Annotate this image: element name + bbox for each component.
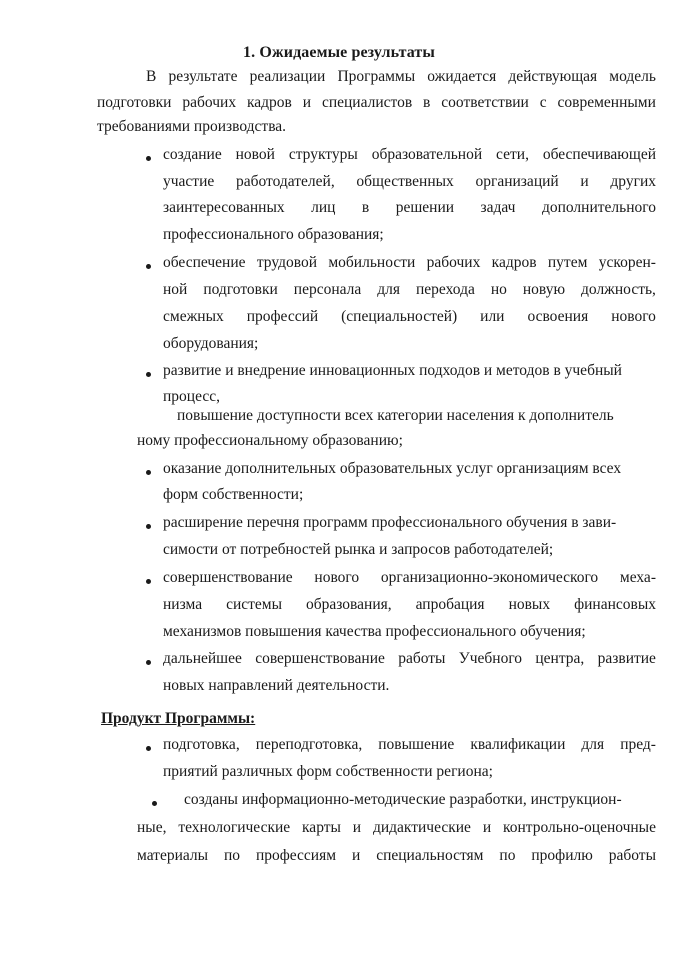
result-1-line-1 — [163, 145, 656, 165]
word: смежных — [163, 308, 224, 325]
word: дополнительного — [541, 199, 656, 216]
word: образования, — [305, 596, 392, 613]
word: мобильности — [328, 254, 416, 271]
result-6-line-1 — [163, 568, 656, 588]
word: в — [361, 199, 370, 216]
word: обеспечивающей — [542, 146, 656, 163]
word: Программы — [337, 68, 416, 85]
word: контрольно-оценочные — [502, 819, 656, 836]
result-2-line-3 — [163, 307, 656, 327]
word: задач — [480, 199, 516, 216]
word: или — [480, 308, 505, 325]
intro-line-1 — [146, 67, 656, 87]
word: финансовых — [574, 596, 656, 613]
word: рабочих — [182, 94, 237, 111]
word: работы — [398, 650, 446, 667]
word: совершенствование — [255, 650, 385, 667]
word: освоения — [527, 308, 589, 325]
word: рабочих — [426, 254, 481, 271]
product-heading — [101, 709, 255, 729]
result-4-line-2: форм собственности; — [163, 486, 304, 503]
word: заинтересованных — [163, 199, 285, 216]
bullet-icon — [146, 264, 151, 269]
word: профессий — [246, 308, 319, 325]
result-2-line-2 — [163, 280, 656, 300]
word: новую — [522, 281, 566, 298]
word: ожидается — [427, 68, 497, 85]
word: для — [581, 736, 605, 753]
word: ные, — [137, 819, 167, 836]
word: подготовка, — [163, 736, 240, 753]
word: переподготовка, — [255, 736, 363, 753]
word: обеспечение — [163, 254, 246, 271]
word: и — [351, 847, 361, 864]
product-1-line-2: приятий различных форм собственности региона; — [163, 763, 493, 780]
word: лиц — [311, 199, 336, 216]
word: системы — [226, 596, 282, 613]
product-2-line-2 — [137, 818, 656, 838]
word: карты — [302, 819, 341, 836]
word: реализации — [249, 68, 326, 85]
word: нового — [611, 308, 656, 325]
bullet-icon — [146, 579, 151, 584]
result-7-line-1 — [163, 649, 656, 669]
result-5-line-2: симости от потребностей рынка и запросов работодателей; — [163, 541, 554, 558]
word: технологические — [178, 819, 291, 836]
word: общественных — [356, 173, 454, 190]
word: материалы — [137, 847, 209, 864]
result-3-line-4: ному профессиональному образованию; — [137, 432, 403, 449]
bullet-icon — [146, 660, 151, 665]
word: результате — [168, 68, 238, 85]
word: перехода — [416, 281, 475, 298]
result-3-line-2: процесс, — [163, 388, 220, 405]
word: совершенствование — [163, 569, 293, 586]
word: центра, — [535, 650, 585, 667]
section-title: 1. Ожидаемые результаты — [243, 44, 435, 61]
word: пред- — [620, 736, 656, 753]
word: трудовой — [256, 254, 318, 271]
result-1-line-3 — [163, 198, 656, 218]
word: развитие — [597, 650, 656, 667]
word: образовательной — [371, 146, 483, 163]
product-2-line-1: созданы информационно-методические разработки, инструкцион- — [184, 791, 622, 808]
word: и — [580, 173, 589, 190]
word: подготовки — [97, 94, 172, 111]
word: по — [223, 847, 241, 864]
word: меха- — [619, 569, 656, 586]
product-2-line-3 — [137, 846, 656, 866]
result-5-line-1: расширение перечня программ профессионального обучения в зави- — [163, 514, 617, 531]
product-heading-text: Продукт Программы — [101, 710, 251, 727]
bullet-icon — [146, 524, 151, 529]
word: действующая — [508, 68, 598, 85]
intro-line-2 — [97, 93, 656, 113]
result-1-line-4: профессионального образования; — [163, 226, 384, 243]
word: (специальностей) — [341, 308, 458, 325]
word: новых — [508, 596, 551, 613]
word: апробация — [415, 596, 485, 613]
word: участие — [163, 173, 215, 190]
result-7-line-2: новых направлений деятельности. — [163, 677, 390, 694]
word: и — [302, 94, 312, 111]
word: дальнейшее — [163, 650, 242, 667]
word: с — [539, 94, 547, 111]
word: организационно-экономического — [380, 569, 599, 586]
word: Учебного — [458, 650, 523, 667]
word: специальностям — [376, 847, 484, 864]
result-2-line-4: оборудования; — [163, 335, 259, 352]
result-6-line-3: механизмов повышения качества профессионального обучения; — [163, 623, 586, 640]
word: дидактические — [372, 819, 471, 836]
product-1-line-1 — [163, 735, 656, 755]
word: путем — [547, 254, 588, 271]
word: должность, — [581, 281, 656, 298]
word: В — [146, 68, 157, 85]
word: профилю — [531, 847, 593, 864]
word: нового — [314, 569, 360, 586]
word: работодателей, — [235, 173, 335, 190]
word: соответствии — [441, 94, 529, 111]
word: кадров — [491, 254, 537, 271]
word: ной — [163, 281, 188, 298]
word: низма — [163, 596, 203, 613]
bullet-icon — [146, 470, 151, 475]
word: для — [377, 281, 401, 298]
result-3-line-1: развитие и внедрение инновационных подходов и методов в учебный — [163, 362, 622, 379]
result-1-line-2 — [163, 172, 656, 192]
word: квалификации — [470, 736, 566, 753]
word: других — [610, 173, 656, 190]
word: сети, — [496, 146, 529, 163]
word: по — [499, 847, 516, 864]
word: подготовки — [203, 281, 278, 298]
word: работы — [608, 847, 656, 864]
intro-line-3: требованиями производства. — [97, 118, 287, 135]
bullet-icon — [146, 156, 151, 161]
word: персонала — [293, 281, 362, 298]
word: профессиям — [255, 847, 337, 864]
result-6-line-2 — [163, 595, 656, 615]
word: и — [352, 819, 362, 836]
word: но — [490, 281, 507, 298]
word: повышение — [378, 736, 455, 753]
word: и — [482, 819, 492, 836]
word: ускорен- — [598, 254, 656, 271]
result-2-line-1 — [163, 253, 656, 273]
word: в — [423, 94, 431, 111]
word: кадров — [246, 94, 292, 111]
word: структуры — [288, 146, 358, 163]
word: решении — [395, 199, 455, 216]
word: модель — [609, 68, 656, 85]
result-3-line-3: повышение доступности всех категории населения к дополнитель — [177, 407, 614, 424]
word: создание — [163, 146, 222, 163]
product-heading-colon: : — [250, 710, 256, 727]
bullet-icon — [146, 372, 151, 377]
bullet-icon — [146, 746, 151, 751]
result-4-line-1: оказание дополнительных образовательных услуг организациям всех — [163, 460, 622, 477]
word: новой — [235, 146, 275, 163]
word: специалистов — [321, 94, 413, 111]
bullet-icon — [152, 801, 157, 806]
word: современными — [557, 94, 656, 111]
word: организаций — [475, 173, 559, 190]
